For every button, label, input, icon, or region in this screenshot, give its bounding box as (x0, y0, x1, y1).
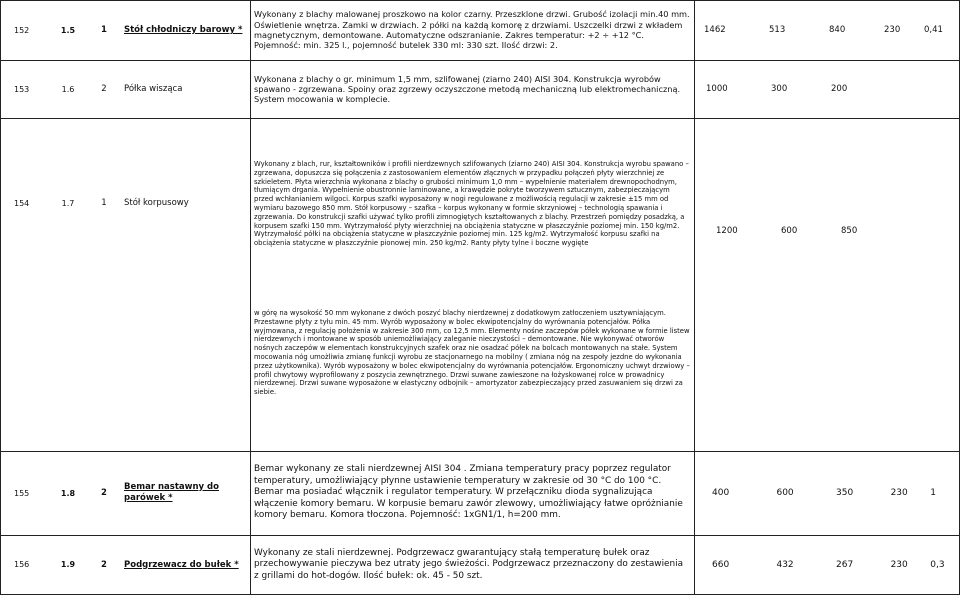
dim-voltage: 230 (890, 559, 908, 570)
dim-width: 513 (769, 25, 786, 35)
row-quantity: 1 (101, 198, 107, 208)
dim-height: 267 (836, 559, 854, 570)
dim-power: 1 (930, 488, 936, 498)
dim-height: 840 (829, 25, 846, 35)
row-description-continued: w górę na wysokość 50 mm wykonane z dwóch poszyć blachy nierdzewnej z dodatkowym zatłoczeniem usztywniającym. Przestawne płyty z tyłu min. 45 mm. Wyrób wyposażony w bolec ekwipotencjalny do wyrównania potencjałów. Półka wyjmowana, z regulację położenia w zakresie 300 mm, co 12,5 mm. Elementy nośne zaczepów półek wykonane w formie listew nierdzewnych i montowane w sposób uniemożliwiający zaleganie nieczystości – demontowane. Nie wykonywać otworów nośnych zaczepów w elementach konstrukcyjnych szafek oraz nie osadzać półek na bolcach montowanych na stałe. System mocowania nóg umożliwia zmianę funkcji wyrobu ze stacjonarnego na mobilny ( zmiana nóg na zespoły jezdne do wykonania przez użytkownika). Wyrób wyposażony w bolec ekwipotencjalny do wyrównania potencjałów. Ergonomiczny uchwyt drzwiowy – profil chwytowy wyprofilowany z poszycia zewnętrznego. Drzwi suwane zawieszone na łożyskowanej rolce w prowadnicy nierdzewnej. Drzwi suwane wyposażone w elastyczny odbojnik – amortyzator zabezpieczający przed zasuwaniem się drzwi za siebie. (254, 308, 690, 397)
dim-width: 600 (781, 226, 798, 236)
row-description: Bemar wykonany ze stali nierdzewnej AISI 304 . Zmiana temperatury pracy poprzez regulator temperatury, umożliwiający płynne ustawienie temperatury w zakresie od 30 °C do 100 °C. Bemar ma posiadać włącznik i regulator temperatury. W przełączniku dioda sygnalizująca włączenie komory bemaru. W korpusie bemaru zawór zlewowy, umożliwiający łatwe opróżnianie komory bemaru. Komora tłoczona. Pojemność: 1xGN1/1, h=200 mm. (254, 464, 683, 521)
dim-power: 0,3 (930, 559, 945, 570)
row-lp: 155 (14, 488, 30, 498)
dim-voltage: 230 (890, 488, 908, 498)
row-dimensions (694, 451, 960, 535)
dim-voltage: 230 (884, 25, 901, 35)
row-dimensions (694, 0, 960, 60)
row-position: 1.9 (60, 560, 76, 569)
row-lp: 153 (14, 84, 30, 94)
row-name: Stół chłodniczy barowy * (124, 25, 243, 35)
dim-width: 300 (771, 84, 788, 94)
row-lp: 154 (14, 198, 30, 208)
row-quantity: 2 (101, 559, 107, 570)
row-quantity: 1 (101, 25, 107, 35)
row-name: Stół korpusowy (124, 198, 189, 208)
dim-length: 400 (712, 488, 730, 498)
row-name: Bemar nastawny do parówek * (124, 481, 219, 503)
row-quantity: 2 (101, 488, 107, 498)
dim-length: 1000 (706, 84, 728, 94)
row-lp: 152 (14, 25, 30, 35)
row-position: 1.7 (61, 198, 75, 208)
row-name: Półka wisząca (124, 84, 183, 94)
row-description: Wykonany z blachy malowanej proszkowo na kolor czarny. Przeszklone drzwi. Grubość izolacji min.40 mm. Oświetlenie wnętrza. Zamki w drzwiach. 2 półki na każdą komorę z drzwiami. Uszczelki drzwi z wkładem magnetycznym, demontowane. Automatyczne odszranianie. Zakres temperatur: +2 ÷ +12 °C. Pojemność: min. 325 l., pojemność butelek 330 ml: 330 szt. Ilość drzwi: 2. (254, 9, 690, 51)
row-quantity: 2 (101, 84, 107, 94)
dim-height: 850 (841, 226, 858, 236)
dim-height: 200 (831, 84, 848, 94)
row-lp: 156 (14, 560, 30, 569)
dim-length: 1200 (716, 226, 738, 236)
dim-height: 350 (836, 488, 854, 498)
dim-width: 600 (776, 488, 794, 498)
row-name: Podgrzewacz do bułek * (124, 559, 239, 570)
row-description: Wykonany z blach, rur, kształtowników i profili nierdzewnych szlifowanych (ziarno 240) AISI 304. Konstrukcja wyrobu spawano – zgrzewana, dopuszcza się połączenia z zastosowaniem elementów złącznych w przypadku połączeń płyty wierzchniej ze szkieletem. Płyta wierzchnia wykonana z blachy o grubości minimum 1,0 mm – wypełnienie materiałem drewnopochodnym, tłumiącym drgania. Wypełnienie obustronnie laminowane, a krawędzie pokryte tworzywem sztucznym, zabezpieczającym przed wchłanianiem wilgoci. Korpus szafki wyposażony w nogi regulowane z możliwością regulacji w zakresie ±15 mm od wymiaru bazowego 850 mm. Stół korpusowy – szafka – korpus wykonany w formie skrzyniowej – technologią spawania i zgrzewania. Do konstrukcji szafki używać tylko profili zimnogiętych kształtowanych z blachy. Przestrzeń pomiędzy posadzką, a korpusem szafki 150 mm. Wytrzymałość płyty wierzchniej na obciążenia statyczne w płaszczyźnie poziomej min. 150 kg/m2. Wytrzymałość półki na obciążenia statyczne w płaszczyźnie poziomej min. 125 kg/m2. Wytrzymałość korpusu szafki na obciążenia statyczne w płaszczyźnie pionowej min. 250 kg/m2. Ranty płyty tylne i boczne wygięte (254, 159, 689, 248)
dim-length: 660 (712, 559, 730, 570)
row-dimensions (694, 535, 960, 594)
row-dimensions (694, 118, 960, 344)
row-description: Wykonany ze stali nierdzewnej. Podgrzewacz gwarantujący stałą temperaturę bułek oraz przechowywanie pieczywa bez utraty jego świeżości. Podgrzewacz przeznaczony do zestawienia z grillami do hot-dogów. Ilość bułek: ok. 45 - 50 szt. (254, 547, 684, 581)
row-position: 1.5 (60, 25, 76, 35)
dim-width: 432 (776, 559, 794, 570)
row-dimensions (694, 60, 960, 118)
dim-power: 0,41 (924, 25, 943, 35)
row-description: Wykonana z blachy o gr. minimum 1,5 mm, szlifowanej (ziarno 240) AISI 304. Konstrukcja wyrobów spawano - zgrzewana. Spoiny oraz zgrzewy oczyszczone metodą mechaniczną lub elektromechaniczną. System mocowania w komplecie. (254, 73, 681, 105)
dim-length: 1462 (704, 25, 726, 35)
row-position: 1.6 (61, 84, 75, 94)
row-position: 1.8 (60, 488, 76, 498)
